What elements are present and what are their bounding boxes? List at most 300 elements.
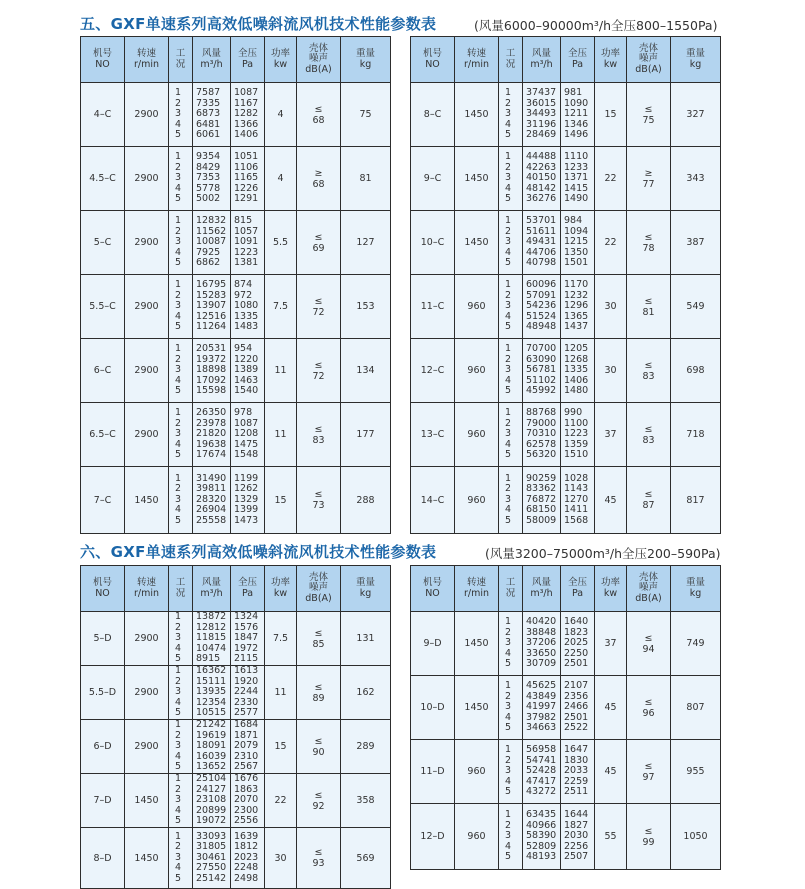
noise-cell bbox=[627, 339, 671, 403]
table-row bbox=[411, 275, 721, 339]
weight-cell: 131 bbox=[341, 612, 391, 666]
table-row bbox=[81, 403, 391, 467]
condition-value: 1 bbox=[175, 830, 182, 842]
condition-value: 5 bbox=[175, 653, 182, 665]
airflow-value: 37206 bbox=[526, 637, 557, 649]
pressure-value: 1871 bbox=[234, 729, 259, 741]
condition-value: 4 bbox=[505, 246, 512, 258]
airflow-value: 21820 bbox=[196, 428, 227, 440]
noise-symbol: ≤ bbox=[314, 359, 323, 371]
condition-value: 1 bbox=[505, 87, 512, 99]
power-cell: 15 bbox=[265, 720, 297, 774]
airflow-value: 90259 bbox=[526, 472, 557, 484]
weight-cell: 288 bbox=[341, 467, 391, 534]
condition-value: 1 bbox=[505, 151, 512, 163]
pressure-cell bbox=[231, 211, 265, 275]
airflow-value: 25104 bbox=[196, 773, 227, 785]
model-cell: 4.5–C bbox=[81, 147, 125, 211]
header-airflow-line: m³/h bbox=[200, 58, 223, 70]
table-row bbox=[411, 804, 721, 870]
pressure-value: 1972 bbox=[234, 642, 259, 654]
airflow-value: 83362 bbox=[526, 483, 557, 495]
condition-value: 5 bbox=[505, 851, 512, 863]
header-airflow-line: m³/h bbox=[200, 587, 223, 599]
condition-value: 4 bbox=[175, 374, 182, 386]
noise-symbol: ≤ bbox=[314, 423, 323, 435]
pressure-value: 1639 bbox=[234, 830, 259, 842]
condition-value: 3 bbox=[175, 300, 182, 312]
header-weight bbox=[671, 37, 721, 83]
condition-value: 3 bbox=[505, 701, 512, 713]
pressure-cell bbox=[561, 211, 595, 275]
pressure-value: 978 bbox=[234, 407, 253, 419]
noise-cell bbox=[627, 83, 671, 147]
noise-cell bbox=[297, 339, 341, 403]
noise-value: 83 bbox=[312, 434, 325, 446]
airflow-value: 56781 bbox=[526, 364, 557, 376]
condition-value: 2 bbox=[175, 97, 182, 109]
airflow-value: 19638 bbox=[196, 438, 227, 450]
power-cell: 4 bbox=[265, 83, 297, 147]
noise-cell bbox=[627, 740, 671, 804]
power-cell: 30 bbox=[595, 339, 627, 403]
condition-value: 3 bbox=[175, 740, 182, 752]
weight-cell: 807 bbox=[671, 676, 721, 740]
pressure-value: 1647 bbox=[564, 744, 589, 756]
airflow-cell bbox=[523, 147, 561, 211]
table-body bbox=[411, 83, 721, 534]
pressure-value: 1324 bbox=[234, 611, 259, 623]
airflow-value: 7587 bbox=[196, 87, 221, 99]
pressure-value: 1233 bbox=[564, 161, 589, 173]
airflow-value: 18898 bbox=[196, 364, 227, 376]
condition-value: 5 bbox=[505, 722, 512, 734]
noise-value: 85 bbox=[312, 638, 325, 650]
weight-cell: 162 bbox=[341, 666, 391, 720]
pressure-value: 1365 bbox=[564, 310, 589, 322]
pressure-value: 1640 bbox=[564, 616, 589, 628]
condition-value: 2 bbox=[175, 289, 182, 301]
airflow-cell bbox=[193, 774, 231, 828]
table-row bbox=[81, 774, 391, 828]
noise-value: 96 bbox=[642, 707, 655, 719]
model-cell: 8–D bbox=[81, 828, 125, 889]
airflow-value: 76872 bbox=[526, 493, 557, 505]
condition-value: 1 bbox=[505, 616, 512, 628]
weight-cell: 749 bbox=[671, 612, 721, 676]
noise-symbol: ≤ bbox=[644, 632, 653, 644]
condition-value: 5 bbox=[175, 257, 182, 269]
condition-cell bbox=[499, 403, 523, 467]
header-model-line: NO bbox=[95, 58, 110, 70]
pressure-value: 1613 bbox=[234, 665, 259, 677]
noise-cell bbox=[627, 467, 671, 534]
header-speed-line: 转速 bbox=[466, 577, 486, 588]
header-noise-line: dB(A) bbox=[305, 592, 332, 604]
noise-value: 94 bbox=[642, 643, 655, 655]
weight-cell: 955 bbox=[671, 740, 721, 804]
pressure-value: 2498 bbox=[234, 872, 259, 884]
airflow-value: 15283 bbox=[196, 289, 227, 301]
noise-symbol: ≥ bbox=[314, 167, 323, 179]
pressure-value: 1143 bbox=[564, 483, 589, 495]
speed-cell: 1450 bbox=[455, 676, 499, 740]
pressure-value: 1847 bbox=[234, 632, 259, 644]
table-row bbox=[411, 467, 721, 534]
header-model bbox=[81, 37, 125, 83]
noise-symbol: ≤ bbox=[314, 681, 323, 693]
power-cell: 11 bbox=[265, 666, 297, 720]
header-condition-line: 况 bbox=[505, 587, 516, 599]
pressure-value: 1167 bbox=[234, 97, 259, 109]
header-speed bbox=[455, 37, 499, 83]
header-weight-line: 重量 bbox=[355, 48, 375, 59]
condition-value: 1 bbox=[175, 343, 182, 355]
pressure-value: 2522 bbox=[564, 722, 589, 734]
airflow-value: 27550 bbox=[196, 862, 227, 874]
condition-value: 2 bbox=[505, 225, 512, 237]
airflow-value: 40798 bbox=[526, 257, 557, 269]
model-cell: 7–C bbox=[81, 467, 125, 534]
pressure-value: 1568 bbox=[564, 514, 589, 526]
condition-value: 5 bbox=[175, 872, 182, 884]
pressure-value: 1381 bbox=[234, 257, 259, 269]
noise-value: 99 bbox=[642, 836, 655, 848]
noise-value: 93 bbox=[312, 858, 325, 869]
condition-cell bbox=[499, 147, 523, 211]
pressure-value: 1087 bbox=[234, 87, 259, 99]
weight-cell: 387 bbox=[671, 211, 721, 275]
condition-cell bbox=[499, 612, 523, 676]
airflow-value: 31196 bbox=[526, 118, 557, 130]
airflow-cell bbox=[523, 612, 561, 676]
speed-cell: 960 bbox=[455, 804, 499, 870]
condition-cell bbox=[499, 211, 523, 275]
weight-cell: 81 bbox=[341, 147, 391, 211]
airflow-value: 49431 bbox=[526, 236, 557, 248]
pressure-cell bbox=[561, 467, 595, 534]
condition-value: 5 bbox=[505, 514, 512, 526]
airflow-value: 7925 bbox=[196, 246, 221, 258]
pressure-cell bbox=[231, 339, 265, 403]
condition-value: 5 bbox=[175, 761, 182, 773]
pressure-value: 981 bbox=[564, 87, 583, 99]
airflow-value: 48142 bbox=[526, 182, 557, 194]
header-condition-line: 况 bbox=[505, 58, 516, 70]
table-row bbox=[411, 147, 721, 211]
condition-value: 5 bbox=[505, 321, 512, 333]
pressure-value: 1350 bbox=[564, 246, 589, 258]
noise-symbol: ≤ bbox=[314, 847, 323, 858]
pressure-cell bbox=[231, 403, 265, 467]
pressure-value: 1051 bbox=[234, 151, 259, 163]
model-cell: 10–D bbox=[411, 676, 455, 740]
noise-symbol: ≤ bbox=[644, 103, 653, 115]
noise-symbol: ≤ bbox=[644, 760, 653, 772]
noise-symbol: ≤ bbox=[314, 789, 323, 801]
table-body bbox=[81, 612, 391, 889]
pressure-value: 1223 bbox=[234, 246, 259, 258]
condition-value: 1 bbox=[175, 87, 182, 99]
noise-value: 89 bbox=[312, 692, 325, 704]
pressure-value: 1091 bbox=[234, 236, 259, 248]
pressure-value: 2115 bbox=[234, 653, 259, 665]
header-model bbox=[411, 566, 455, 612]
pressure-value: 1208 bbox=[234, 428, 259, 440]
airflow-value: 79000 bbox=[526, 417, 557, 429]
airflow-value: 6481 bbox=[196, 118, 221, 130]
weight-cell: 569 bbox=[341, 828, 391, 889]
airflow-value: 39811 bbox=[196, 483, 227, 495]
airflow-value: 28469 bbox=[526, 129, 557, 141]
noise-cell bbox=[297, 147, 341, 211]
condition-value: 4 bbox=[505, 775, 512, 787]
pressure-value: 1106 bbox=[234, 161, 259, 173]
power-cell: 30 bbox=[595, 275, 627, 339]
airflow-value: 9354 bbox=[196, 151, 221, 163]
condition-value: 2 bbox=[175, 841, 182, 853]
table-row bbox=[81, 666, 391, 720]
condition-value: 1 bbox=[505, 279, 512, 291]
airflow-value: 53701 bbox=[526, 215, 557, 227]
header-noise-line: 噪声 bbox=[308, 582, 328, 594]
condition-cell bbox=[499, 339, 523, 403]
airflow-value: 44706 bbox=[526, 246, 557, 258]
power-cell: 22 bbox=[595, 211, 627, 275]
condition-cell bbox=[169, 211, 193, 275]
noise-symbol: ≤ bbox=[644, 696, 653, 708]
condition-cell bbox=[169, 774, 193, 828]
condition-value: 2 bbox=[175, 417, 182, 429]
section5-range-note: (风量6000–90000m³/h全压800–1550Pa) bbox=[474, 18, 718, 33]
header-condition-line: 况 bbox=[175, 58, 186, 70]
condition-value: 4 bbox=[505, 374, 512, 386]
airflow-value: 52809 bbox=[526, 840, 557, 852]
header-airflow-line: m³/h bbox=[530, 587, 553, 599]
condition-value: 2 bbox=[505, 626, 512, 638]
power-cell: 15 bbox=[595, 83, 627, 147]
airflow-cell bbox=[193, 147, 231, 211]
airflow-cell bbox=[193, 403, 231, 467]
header-airflow bbox=[523, 37, 561, 83]
table-5-right bbox=[410, 36, 721, 534]
condition-cell bbox=[169, 83, 193, 147]
condition-value: 1 bbox=[175, 472, 182, 484]
condition-value: 1 bbox=[505, 407, 512, 419]
pressure-cell bbox=[561, 676, 595, 740]
condition-value: 3 bbox=[175, 428, 182, 440]
airflow-value: 6061 bbox=[196, 129, 221, 141]
airflow-value: 58009 bbox=[526, 514, 557, 526]
header-noise-line: 壳体 bbox=[638, 42, 658, 54]
condition-value: 3 bbox=[175, 632, 182, 644]
power-cell: 45 bbox=[595, 740, 627, 804]
noise-symbol: ≤ bbox=[644, 825, 653, 837]
airflow-value: 16362 bbox=[196, 665, 227, 677]
pressure-cell bbox=[561, 804, 595, 870]
condition-value: 4 bbox=[175, 862, 182, 874]
pressure-value: 2330 bbox=[234, 696, 259, 708]
airflow-value: 7335 bbox=[196, 97, 221, 109]
condition-value: 4 bbox=[175, 438, 182, 450]
header-condition-line: 况 bbox=[175, 587, 186, 599]
condition-value: 1 bbox=[175, 279, 182, 291]
header-power-line: kw bbox=[273, 58, 288, 70]
power-cell: 37 bbox=[595, 403, 627, 467]
pressure-value: 1830 bbox=[564, 754, 589, 766]
airflow-value: 52428 bbox=[526, 765, 557, 777]
table-row bbox=[81, 720, 391, 774]
airflow-value: 16795 bbox=[196, 279, 227, 291]
header-pressure-line: 全压 bbox=[567, 48, 587, 59]
header-speed-line: r/min bbox=[463, 587, 490, 599]
pressure-value: 2244 bbox=[234, 686, 259, 698]
condition-value: 1 bbox=[175, 719, 182, 731]
speed-cell: 1450 bbox=[125, 828, 169, 889]
condition-value: 5 bbox=[175, 514, 182, 526]
section5-title: 五、GXF单速系列高效低噪斜流风机技术性能参数表 bbox=[80, 15, 437, 33]
table-row bbox=[411, 211, 721, 275]
power-cell: 15 bbox=[265, 467, 297, 534]
noise-value: 77 bbox=[642, 178, 655, 190]
airflow-value: 12516 bbox=[196, 310, 227, 322]
airflow-value: 10087 bbox=[196, 236, 227, 248]
airflow-value: 47417 bbox=[526, 775, 557, 787]
noise-value: 83 bbox=[642, 370, 655, 382]
header-speed-line: r/min bbox=[463, 58, 490, 70]
noise-symbol: ≤ bbox=[644, 359, 653, 371]
pressure-value: 2023 bbox=[234, 851, 259, 863]
condition-cell bbox=[169, 467, 193, 534]
weight-cell: 817 bbox=[671, 467, 721, 534]
noise-value: 83 bbox=[642, 434, 655, 446]
header-model bbox=[411, 37, 455, 83]
speed-cell: 1450 bbox=[455, 83, 499, 147]
airflow-value: 17674 bbox=[196, 449, 227, 461]
noise-symbol: ≤ bbox=[644, 423, 653, 435]
section6-range-note: (风量3200–75000m³/h全压200–590Pa) bbox=[485, 546, 721, 561]
airflow-value: 11264 bbox=[196, 321, 227, 333]
pressure-value: 1920 bbox=[234, 675, 259, 687]
pressure-cell bbox=[231, 774, 265, 828]
pressure-cell bbox=[561, 403, 595, 467]
header-airflow-line: 风量 bbox=[201, 48, 221, 59]
condition-value: 5 bbox=[505, 385, 512, 397]
model-cell: 5.5–D bbox=[81, 666, 125, 720]
condition-value: 1 bbox=[175, 151, 182, 163]
header-weight-line: kg bbox=[689, 58, 702, 70]
pressure-value: 1268 bbox=[564, 353, 589, 365]
weight-cell: 127 bbox=[341, 211, 391, 275]
airflow-value: 31490 bbox=[196, 472, 227, 484]
airflow-value: 12354 bbox=[196, 696, 227, 708]
airflow-value: 19372 bbox=[196, 353, 227, 365]
airflow-value: 41997 bbox=[526, 701, 557, 713]
weight-cell: 153 bbox=[341, 275, 391, 339]
pressure-value: 2356 bbox=[564, 690, 589, 702]
airflow-value: 17092 bbox=[196, 374, 227, 386]
pressure-value: 1346 bbox=[564, 118, 589, 130]
pressure-value: 1389 bbox=[234, 364, 259, 376]
airflow-cell bbox=[523, 676, 561, 740]
header-noise-line: 壳体 bbox=[638, 571, 658, 583]
header-condition bbox=[499, 566, 523, 612]
table-header bbox=[411, 566, 721, 612]
condition-value: 2 bbox=[505, 97, 512, 109]
power-cell: 22 bbox=[265, 774, 297, 828]
header-noise bbox=[627, 37, 671, 83]
noise-symbol: ≤ bbox=[314, 627, 323, 639]
header-power-line: kw bbox=[603, 587, 618, 599]
condition-value: 5 bbox=[175, 707, 182, 719]
condition-value: 3 bbox=[175, 108, 182, 120]
speed-cell: 1450 bbox=[455, 147, 499, 211]
condition-value: 4 bbox=[175, 804, 182, 816]
condition-value: 3 bbox=[505, 364, 512, 376]
condition-value: 2 bbox=[175, 483, 182, 495]
airflow-value: 23978 bbox=[196, 417, 227, 429]
table-6-left bbox=[80, 565, 391, 889]
condition-value: 1 bbox=[505, 809, 512, 821]
noise-symbol: ≤ bbox=[644, 231, 653, 243]
noise-symbol: ≤ bbox=[314, 735, 323, 747]
noise-value: 69 bbox=[312, 242, 325, 254]
airflow-value: 56320 bbox=[526, 449, 557, 461]
model-cell: 7–D bbox=[81, 774, 125, 828]
condition-cell bbox=[169, 339, 193, 403]
noise-symbol: ≤ bbox=[314, 489, 323, 500]
pressure-value: 1205 bbox=[564, 343, 589, 355]
header-speed bbox=[455, 566, 499, 612]
condition-value: 1 bbox=[505, 215, 512, 227]
airflow-value: 19619 bbox=[196, 729, 227, 741]
header-pressure bbox=[231, 566, 265, 612]
power-cell: 45 bbox=[595, 676, 627, 740]
header-speed-line: r/min bbox=[133, 587, 160, 599]
condition-value: 5 bbox=[175, 129, 182, 141]
pressure-value: 2310 bbox=[234, 750, 259, 762]
pressure-cell bbox=[231, 612, 265, 666]
noise-symbol: ≤ bbox=[644, 489, 653, 500]
airflow-value: 38848 bbox=[526, 626, 557, 638]
model-cell: 5–D bbox=[81, 612, 125, 666]
header-weight bbox=[341, 37, 391, 83]
noise-value: 81 bbox=[642, 306, 655, 318]
pressure-value: 1291 bbox=[234, 193, 259, 205]
pressure-value: 1270 bbox=[564, 493, 589, 505]
pressure-value: 1215 bbox=[564, 236, 589, 248]
pressure-value: 2033 bbox=[564, 765, 589, 777]
airflow-cell bbox=[193, 666, 231, 720]
condition-value: 4 bbox=[175, 504, 182, 516]
airflow-value: 54236 bbox=[526, 300, 557, 312]
airflow-value: 36276 bbox=[526, 193, 557, 205]
condition-value: 2 bbox=[505, 417, 512, 429]
noise-cell bbox=[627, 403, 671, 467]
airflow-value: 63435 bbox=[526, 809, 557, 821]
airflow-value: 20531 bbox=[196, 343, 227, 355]
condition-value: 5 bbox=[175, 385, 182, 397]
pressure-value: 972 bbox=[234, 289, 253, 301]
header-row bbox=[411, 566, 721, 612]
airflow-value: 70700 bbox=[526, 343, 557, 355]
condition-value: 3 bbox=[175, 851, 182, 863]
airflow-value: 51524 bbox=[526, 310, 557, 322]
pressure-value: 1170 bbox=[564, 279, 589, 291]
condition-value: 2 bbox=[175, 353, 182, 365]
noise-cell bbox=[627, 275, 671, 339]
airflow-cell bbox=[523, 275, 561, 339]
